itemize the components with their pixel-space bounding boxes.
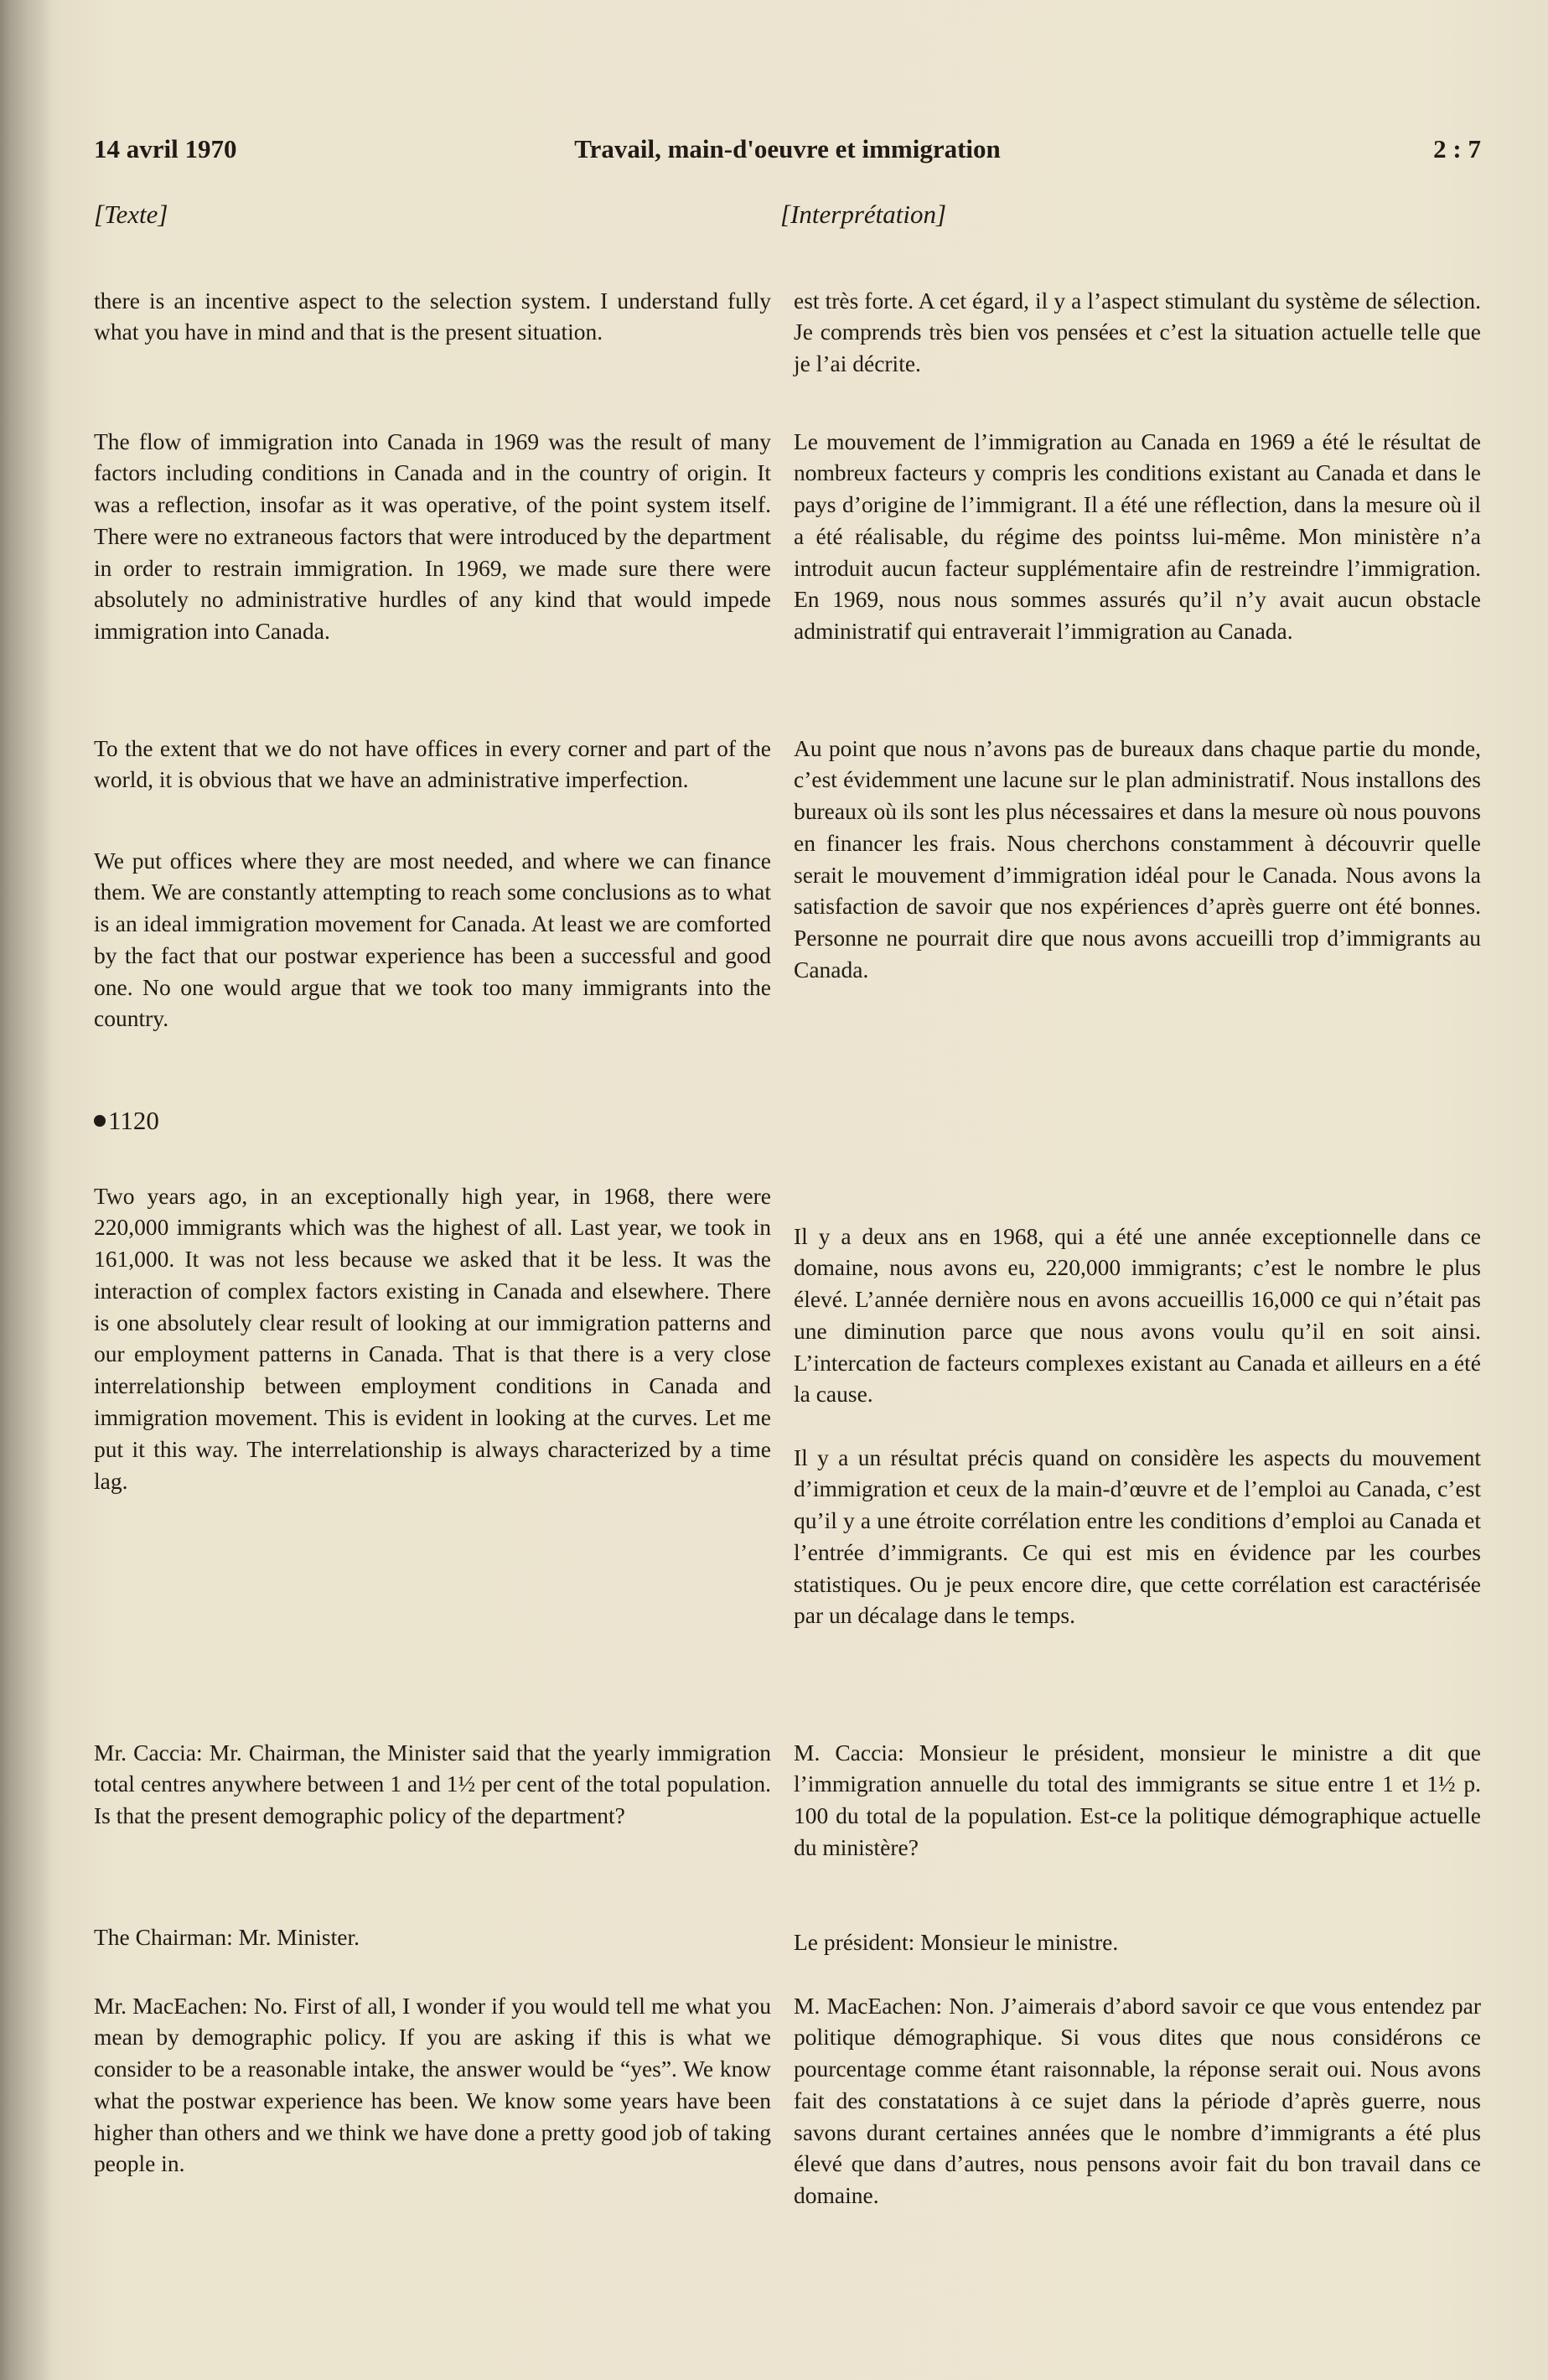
left-column-heading: [Texte]	[94, 200, 168, 229]
left-paragraph-5: Two years ago, in an exceptionally high year, in 1968, there were 220,000 immigrants which was the highest of all. Last year, we took in 161,000. It was not less because we asked that it be less. It was the interaction of complex factors existing in Canada and elsewhere. There is one absolutely clear result of looking at our immigration patterns and our employment patterns in Canada. That is that there is a very close interrelationship between employment conditions in Canada and immigration movement. This is evident in looking at the curves. Let me put it this way. The interrelationship is always characterized by a time lag.	[94, 1182, 771, 1494]
bullet-dot-icon	[94, 1115, 106, 1127]
right-paragraph-2: Le mouvement de l’immigration au Canada en 1969 a été le résultat de nombreux facteurs y compris les conditions existant au Canada et dans le pays d’origine de l’immigrant. Il a été une réflection, dans la mesure où il a été réalisable, du régime des pointss lui-même. Mon ministère n’a introduit aucun facteur supplémentaire afin de restreindre l’immigration. En 1969, nous nous sommes assurés qu’il n’y avait aucun obstacle administratif qui entraverait l’immigration au Canada.	[794, 428, 1481, 645]
right-paragraph-3: Au point que nous n’avons pas de bureaux dans chaque partie du monde, c’est évidemment une lacune sur le plan administratif. Nous installons des bureaux où ils sont les plus nécessaires et dans la mesure où nous pouvons en financer les frais. Nous cherchons constamment à découvrir quelle serait le mouvement d’immigration idéal pour le Canada. Nous avons la satisfaction de savoir que nos expériences d’après guerre ont été bonnes. Personne ne pourrait dire que nous avons accueilli trop d’immigrants au Canada.	[794, 734, 1481, 983]
left-paragraph-8: Mr. MacEachen: No. First of all, I wonder if you would tell me what you mean by demographic policy. If you are asking if this is what we consider to be a reasonable intake, the answer would be “yes”. We know what the postwar experience has been. We know some years have been higher than others and we think we have done a pretty good job of taking people in.	[94, 1992, 771, 2177]
left-paragraph-7: The Chairman: Mr. Minister.	[94, 1923, 360, 1950]
right-paragraph-6: M. Caccia: Monsieur le président, monsieur le ministre a dit que l’immigration annuelle du total des immigrants se situe entre 1 et 1½ p. 100 du total de la population. Est-ce la politique démographique actuelle du ministère?	[794, 1739, 1481, 1860]
header-date: 14 avril 1970	[94, 134, 237, 163]
right-paragraph-1: est très forte. A cet égard, il y a l’aspect stimulant du système de sélection. Je comprends très bien vos pensées et c’est la situation actuelle telle que je l’ai décrite.	[794, 287, 1481, 377]
right-paragraph-4: Il y a deux ans en 1968, qui a été une année exceptionnelle dans ce domaine, nous avons eu, 220,000 immigrants; c’est le nombre le plus élevé. L’année dernière nous en avons accueillis 16,000 ce qui n’était pas une diminution parce que nous avons voulu qu’il en soit ainsi. L’intercation de facteurs complexes existant au Canada et ailleurs en a été la cause.	[794, 1222, 1481, 1408]
header-title: Travail, main-d'oeuvre et immigration	[574, 134, 1001, 163]
header-page-number: 2 : 7	[1433, 134, 1481, 163]
time-marker	[94, 1105, 771, 1137]
page-binding-shadow	[0, 0, 52, 2380]
left-paragraph-2: The flow of immigration into Canada in 1969 was the result of many factors including conditions in Canada and in the country of origin. It was a reflection, insofar as it was operative, of the point system itself. There were no extraneous factors that were introduced by the department in order to restrain immigration. In 1969, we made sure there were absolutely no administrative hurdles of any kind that would impede immigration into Canada.	[94, 428, 771, 645]
right-paragraph-5: Il y a un résultat précis quand on considère les aspects du mouvement d’immigration et ceux de la main-d’œuvre et de l’emploi au Canada, c’est qu’il y a une étroite corrélation entre les conditions d’emploi au Canada et l’entrée d’immigrants. Ce qui est mis en évidence par les courbes statistiques. Ou je peux encore dire, que cette corrélation est caractérisée par un décalage dans le temps.	[794, 1444, 1481, 1629]
left-paragraph-6: Mr. Caccia: Mr. Chairman, the Minister said that the yearly immigration total centres anywhere between 1 and 1½ per cent of the total population. Is that the present demographic policy of the department?	[94, 1739, 771, 1829]
left-paragraph-4: We put offices where they are most needed, and where we can finance them. We are constantly attempting to reach some conclusions as to what is an ideal immigration movement for Canada. At least we are comforted by the fact that our postwar experience has been a successful and good one. No one would argue that we took too many immigrants into the country.	[94, 847, 771, 1032]
page-header	[94, 134, 1481, 173]
right-paragraph-8: M. MacEachen: Non. J’aimerais d’abord savoir ce que vous entendez par politique démographique. Si vous dites que nous considérons ce pourcentage comme étant raisonnable, la réponse serait oui. Nous avons fait des constatations à ce sujet dans la période d’après guerre, nous savons durant certaines années que le nombre d’immigrants a été plus élevé que dans d’autres, nous pensons avoir fait du bon travail dans ce domaine.	[794, 1992, 1481, 2209]
left-paragraph-1: there is an incentive aspect to the selection system. I understand fully what you have in mind and that is the present situation.	[94, 287, 771, 345]
right-paragraph-7: Le président: Monsieur le ministre.	[794, 1928, 1119, 1955]
time-marker-label: 1120	[108, 1106, 159, 1135]
left-paragraph-3: To the extent that we do not have offices in every corner and part of the world, it is obvious that we have an administrative imperfection.	[94, 734, 771, 793]
right-column-heading: [Interprétation]	[780, 200, 947, 229]
